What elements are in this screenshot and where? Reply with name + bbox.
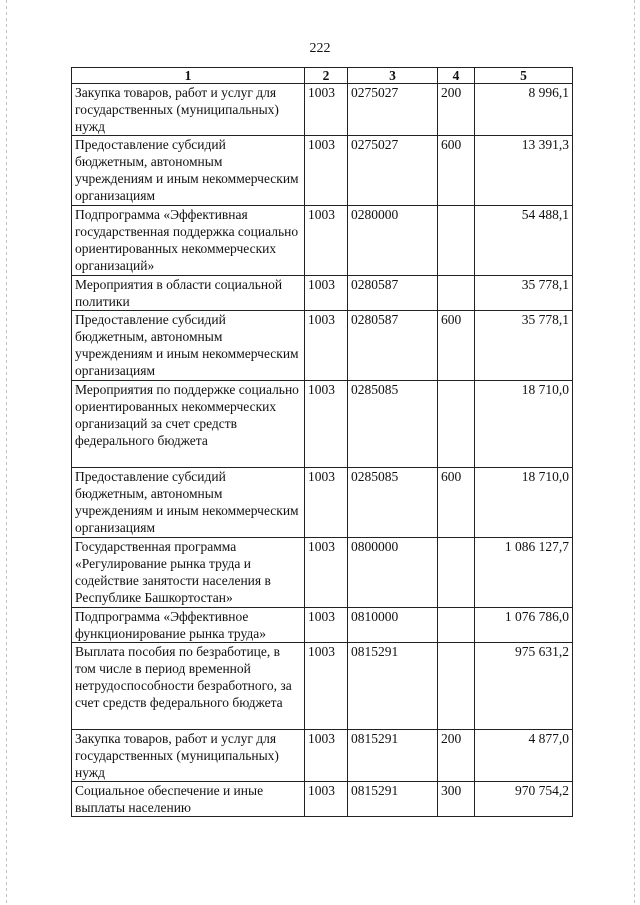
row-target-cell: 0280587 — [348, 311, 438, 381]
row-amount-cell: 1 076 786,0 — [475, 608, 573, 643]
table-row — [72, 538, 573, 608]
page-number: 222 — [309, 41, 331, 56]
row-name-cell: Предоставление субсидий бюджетным, автономным учреждениям и иным некоммерческим организациям — [72, 468, 305, 538]
row-target-cell: 0815291 — [348, 643, 438, 730]
row-section-cell: 1003 — [305, 608, 348, 643]
row-target-cell: 0285085 — [348, 468, 438, 538]
row-name-cell: Предоставление субсидий бюджетным, автономным учреждениям и иным некоммерческим организациям — [72, 311, 305, 381]
row-section-cell: 1003 — [305, 381, 348, 468]
row-amount-cell: 975 631,2 — [475, 643, 573, 730]
scan-edge-left — [6, 0, 7, 905]
table-row — [72, 206, 573, 276]
row-section-cell: 1003 — [305, 206, 348, 276]
row-type-cell: 600 — [438, 468, 475, 538]
row-name-cell: Выплата пособия по безработице, в том числе в период временной нетрудоспособности безработного, за счет средств федерального бюджета — [72, 643, 305, 730]
row-name-cell: Закупка товаров, работ и услуг для государственных (муниципальных) нужд — [72, 84, 305, 136]
row-target-cell: 0275027 — [348, 84, 438, 136]
row-section-cell: 1003 — [305, 730, 348, 782]
table-row — [72, 136, 573, 206]
row-section-cell: 1003 — [305, 311, 348, 381]
row-type-cell — [438, 276, 475, 311]
column-header: 2 — [305, 68, 348, 84]
row-amount-cell: 970 754,2 — [475, 782, 573, 817]
row-amount-cell: 35 778,1 — [475, 276, 573, 311]
column-header: 1 — [72, 68, 305, 84]
row-type-cell — [438, 538, 475, 608]
row-name-cell: Подпрограмма «Эффективное функционирование рынка труда» — [72, 608, 305, 643]
row-section-cell: 1003 — [305, 136, 348, 206]
row-amount-cell: 18 710,0 — [475, 381, 573, 468]
row-amount-cell: 18 710,0 — [475, 468, 573, 538]
table-row — [72, 276, 573, 311]
row-target-cell: 0815291 — [348, 782, 438, 817]
row-name-cell: Государственная программа «Регулирование рынка труда и содействие занятости населения в Республике Башкортостан» — [72, 538, 305, 608]
scan-edge-right — [634, 0, 635, 905]
row-amount-cell: 54 488,1 — [475, 206, 573, 276]
table-row — [72, 311, 573, 381]
row-name-cell: Мероприятия в области социальной политики — [72, 276, 305, 311]
row-target-cell: 0800000 — [348, 538, 438, 608]
row-type-cell: 300 — [438, 782, 475, 817]
row-section-cell: 1003 — [305, 84, 348, 136]
row-name-cell: Социальное обеспечение и иные выплаты населению — [72, 782, 305, 817]
table-row — [72, 782, 573, 817]
budget-table — [71, 67, 573, 817]
row-section-cell: 1003 — [305, 538, 348, 608]
table-row — [72, 468, 573, 538]
row-type-cell: 200 — [438, 84, 475, 136]
row-target-cell: 0815291 — [348, 730, 438, 782]
table-row — [72, 643, 573, 730]
row-name-cell: Закупка товаров, работ и услуг для государственных (муниципальных) нужд — [72, 730, 305, 782]
row-amount-cell: 35 778,1 — [475, 311, 573, 381]
header-row — [72, 68, 573, 84]
row-type-cell — [438, 608, 475, 643]
row-section-cell: 1003 — [305, 643, 348, 730]
column-header: 3 — [348, 68, 438, 84]
row-amount-cell: 4 877,0 — [475, 730, 573, 782]
row-type-cell: 600 — [438, 311, 475, 381]
table-row — [72, 84, 573, 136]
row-type-cell — [438, 381, 475, 468]
column-header: 4 — [438, 68, 475, 84]
row-type-cell: 600 — [438, 136, 475, 206]
table-row — [72, 730, 573, 782]
row-section-cell: 1003 — [305, 276, 348, 311]
row-section-cell: 1003 — [305, 782, 348, 817]
row-section-cell: 1003 — [305, 468, 348, 538]
row-type-cell — [438, 643, 475, 730]
table-row — [72, 381, 573, 468]
row-amount-cell: 8 996,1 — [475, 84, 573, 136]
row-type-cell: 200 — [438, 730, 475, 782]
row-name-cell: Подпрограмма «Эффективная государственная поддержка социально ориентированных некоммерческих организаций» — [72, 206, 305, 276]
row-target-cell: 0810000 — [348, 608, 438, 643]
column-header: 5 — [475, 68, 573, 84]
row-amount-cell: 13 391,3 — [475, 136, 573, 206]
row-target-cell: 0275027 — [348, 136, 438, 206]
row-amount-cell: 1 086 127,7 — [475, 538, 573, 608]
row-type-cell — [438, 206, 475, 276]
row-target-cell: 0280000 — [348, 206, 438, 276]
row-name-cell: Предоставление субсидий бюджетным, автономным учреждениям и иным некоммерческим организациям — [72, 136, 305, 206]
row-target-cell: 0280587 — [348, 276, 438, 311]
row-target-cell: 0285085 — [348, 381, 438, 468]
table-row — [72, 608, 573, 643]
row-name-cell: Мероприятия по поддержке социально ориентированных некоммерческих организаций за счет средств федерального бюджета — [72, 381, 305, 468]
